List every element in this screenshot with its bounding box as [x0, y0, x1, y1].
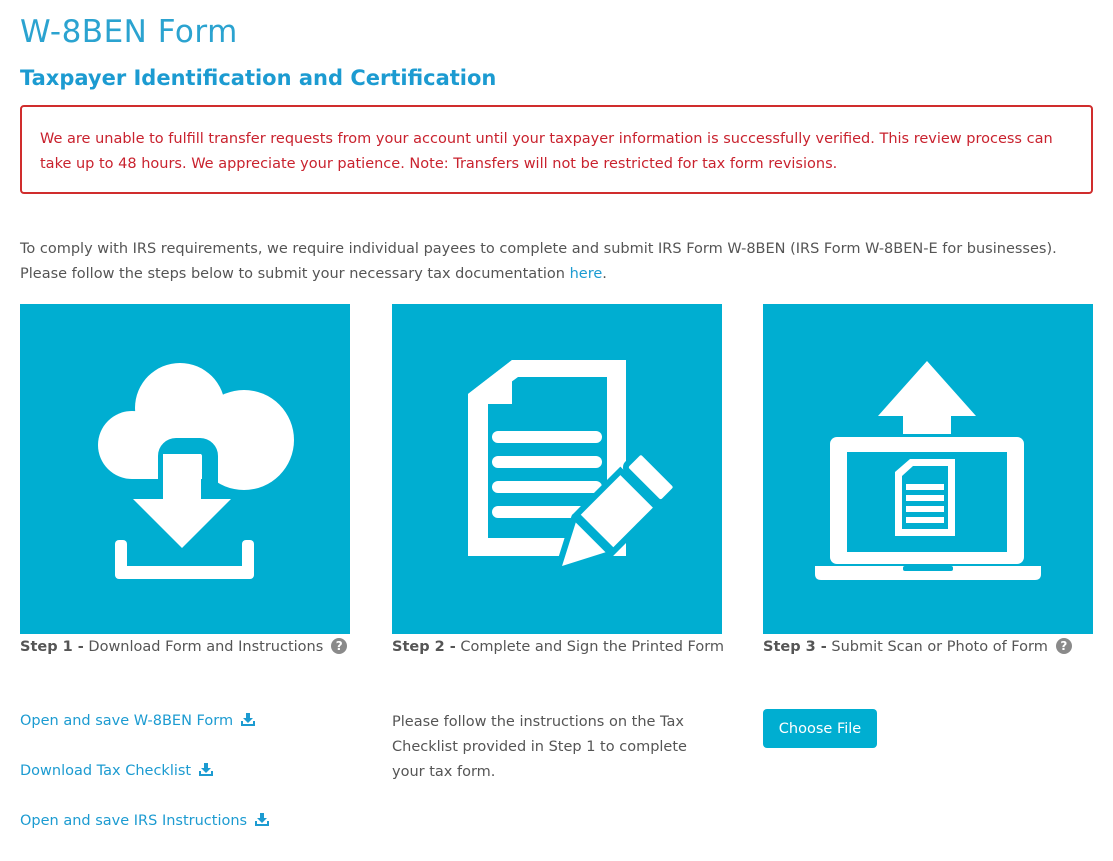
- download-icon: [199, 763, 213, 776]
- step-2-text: Complete and Sign the Printed Form: [460, 639, 725, 655]
- document-pencil-icon: [392, 304, 722, 634]
- page-title: W-8BEN Form: [20, 14, 238, 50]
- help-icon[interactable]: ?: [1056, 638, 1072, 654]
- open-irs-instructions-label: Open and save IRS Instructions: [20, 813, 248, 829]
- open-irs-instructions-link[interactable]: [20, 810, 269, 832]
- verification-alert: [20, 105, 1093, 194]
- step-3-text: Submit Scan or Photo of Form: [831, 639, 1048, 655]
- download-tax-checklist-label: Download Tax Checklist: [20, 763, 192, 779]
- step-2-number: Step 2 -: [392, 639, 456, 655]
- help-icon[interactable]: ?: [331, 638, 347, 654]
- step-1-label: [20, 636, 347, 658]
- download-icon: [255, 813, 269, 826]
- step-2-instructions: Please follow the instructions on the Tax Checklist provided in Step 1 to complete your tax form.: [392, 714, 687, 780]
- download-icon: [241, 713, 255, 726]
- alert-text: We are unable to fulfill transfer requests from your account until your taxpayer information is successfully verified. This review process can take up to 48 hours. We appreciate your patience. Note: Transfers will not be restricted for tax form revisions.: [40, 131, 1053, 172]
- step-1-card: [20, 304, 350, 634]
- step-1-number: Step 1 -: [20, 639, 84, 655]
- page-subtitle: Taxpayer Identification and Certification: [20, 66, 497, 90]
- intro-text: To comply with IRS requirements, we require individual payees to complete and submit IRS Form W-8BEN (IRS Form W-8BEN-E for businesses). Please follow the steps below to submit your necessary tax documentation: [20, 241, 1057, 282]
- step-3-number: Step 3 -: [763, 639, 827, 655]
- step-3-card: [763, 304, 1093, 634]
- intro-end: .: [602, 266, 607, 282]
- step-3-label: [763, 636, 1072, 658]
- laptop-upload-icon: [763, 304, 1093, 634]
- download-tax-checklist-link[interactable]: [20, 760, 213, 782]
- step-2-card: [392, 304, 722, 634]
- step-2-label: [392, 636, 724, 658]
- choose-file-button[interactable]: Choose File: [763, 709, 877, 748]
- open-w8ben-form-link[interactable]: [20, 710, 255, 732]
- step-1-text: Download Form and Instructions: [88, 639, 324, 655]
- here-link[interactable]: here: [569, 266, 603, 282]
- cloud-download-icon: [20, 304, 350, 634]
- intro-paragraph: [20, 237, 1093, 287]
- open-w8ben-form-label: Open and save W-8BEN Form: [20, 713, 234, 729]
